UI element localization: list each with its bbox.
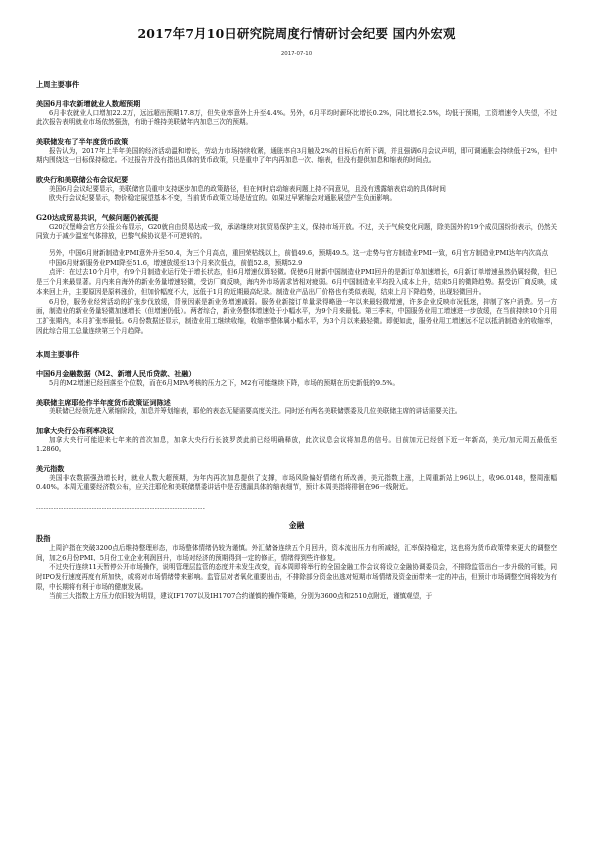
event-paragraph: 6月份，服务业经营活动的扩张步伐放缓，背景因素是新业务增速减弱。服务业新接订单量录得略逊一年以来最轻微增速，许多企业反映市况低迷，抑制了客户消费。另一方面，制造业的新业务量轻微加速增长（但增速仍低）。两者综合，新业务整体增速处于小幅水平，为9个月来最低。第三季末，中国服务业用工增速进一步放缓，在当前持续10个月用工扩张期内，本月扩张率最低。6月份数据还显示，制造业用工继续收缩，收缩率整体属小幅水平，为3个月以来最轻微。即便如此，服务业用工增速远不足以抵消制造业的收缩率，因此综合用工总量连续第三个月趋降。 [36,297,557,335]
event-paragraph: 美国非农数据强劲增长时，就业人数大超预期，为年内再次加息提供了支撑，市场风险偏好情绪有所改善，美元指数上涨，上周重新站上96以上，收96.0148，整周涨幅0.40%。本周无重要经济数公布，应关注耶伦和美联储票委讲话中是否透漏具体的缩表细节，预计本周美指将徘徊在96一线附近。 [36,473,557,492]
event-paragraph: 点评：在过去10个月中，有9个月制造业运行处于增长状态，但6月增速仅算轻微。促使6月财新中国制造业PMI回升的是新订单加速增长，6月新订单增速虽然仍属轻微，但已是三个月来最显著。月内来自海外的新业务量增速轻微，受访厂商反映，海内外市场需求皆相对疲弱。6月中国制造业平均投入成本上升，结束5月的微降趋势。据受访厂商反映，成本来回上升，主要原因是原料涨价，但加价幅度不大，远低于1月的近期最高纪录。制造业产品出厂价格也有类似表现，结束上月下降趋势，出现轻微回升。 [36,268,557,296]
finance-paragraph: 上周沪指在突破3200点后维持整理形态，市场整体情绪仍较为谨慎。外汇储备连续五个月回升，资本流出压力有所减轻，汇率保持稳定，这也将为货币政策带来更大的调整空间，加之6月份PMI、5月份工业企业利润回升，市场对经济的预期得到一定的修正，情绪得到些许修复。 [36,543,557,562]
event-heading: G20达成贸易共识，气候问题仍被孤提 [36,213,159,222]
event-heading: 美联储发布了半年度货币政策 [36,137,129,146]
event-block [36,398,557,417]
document-title: 2017年7月10日研究院周度行情研讨会纪要 国内外宏观 [137,26,456,41]
event-block [36,369,557,388]
finance-heading: 金融 [288,520,305,530]
finance-paragraph: 当前三大指数上方压力依旧较为明显，建议IF1707以及IH1707合约谨慎的操作策略，分别为3600点和2510点附近，谨慎观望，于 [49,592,433,601]
finance-body [36,544,557,602]
event-block [36,175,557,204]
event-list-this-week [36,369,557,493]
event-paragraph: 报告认为，2017年上半年美国的经济活动温和增长，劳动力市场持续收紧，通胀率自3月触及2%的目标后有所下调，并且强调6月会议声明，即可调通胀会持续低于2%，但中期内围绕这一目标保持稳定。不过报告并没有指出具体的货币政策，只是重申了年内再加息一次、缩表，但没有提供加息和缩表的时间点。 [36,146,557,165]
event-list-last-week [36,99,557,336]
event-paragraph: 美国6月会议纪要显示，美联储官员重申支持逐步加息的政策路径，但在何时启动缩表问题上持不同意见，且没有透露缩表启动的具体时间 [49,184,446,193]
stock-index-subheading: 股指 [36,533,51,543]
event-paragraph: 加拿大央行可能迎来七年来的首次加息，加拿大央行行长波罗茨此前已经明确释放，此次议息会议将加息的信号。目前加元已经创下近一年新高，美元/加元周五最低至1.2860。 [36,435,557,454]
event-heading: 加拿大央行公布利率决议 [36,425,115,435]
section-divider: ------------------------------------------------------------------- [36,504,206,512]
section-heading-last-week: 上周主要事件 [36,80,80,89]
event-heading: 美国6月非农新增就业人数超预期 [36,99,141,108]
event-block [36,99,557,128]
event-block [36,137,557,166]
event-block [36,426,557,455]
event-heading: 美元指数 [36,463,65,473]
event-paragraph: 5月的M2增速已经回落至个位数，而在6月MPA考核的压力之下，M2有可能继续下降，市场的预期在历史新低的9.5%。 [49,378,400,387]
event-paragraph: 另外，中国6月财新制造业PMI意外升至50.4，为三个月高点，重回荣枯线以上，前值49.6，预期49.5。这一走势与官方制造业PMI一致，6月官方制造业PMI达年内次高点 [49,249,549,257]
event-paragraph: G20汉堡峰会官方公报公布显示，G20就自由贸易达成一致，承诺继续对抗贸易保护主义，保持市场开放。不过，关于气候变化问题，除美国外的19个成员国纷纷表示，仍然关同致力于减少温室气体排放，巴黎气候协议是不可逆转的。 [36,222,557,241]
event-block [36,213,557,242]
paragraph-gap [36,242,557,249]
event-paragraph: 6月非农就业人口增加22.2万，远远超出预期17.8万，但失业率意外上升至4.4%。另外，6月平均时薪环比增长0.2%，同比增长2.5%，均低于预期，工资增速令人失望，不过此次报告表明就业市场依然强劲，有助于维持美联储年内加息三次的预期。 [36,108,557,127]
event-paragraph: 美联储已经领先进入紧缩阶段，加息并筹划缩表，耶伦的表态无疑需要高度关注。同时还有两名美联储票委及几位美联储主席的讲话需要关注。 [49,407,462,416]
event-heading: 美联储主席耶伦作半年度货币政策证词陈述 [36,397,171,407]
event-paragraph: 欧央行会议纪要显示，物价稳定展望基本不变，当前货币政策立场是适宜的。如果过早紧缩会对通胀展望产生负面影响。 [49,194,396,203]
document-date: 2017-07-10 [280,51,313,57]
event-block [36,464,557,493]
event-heading: 欧央行和美联储公布会议纪要 [36,175,129,184]
event-heading: 中国6月金融数据（M2、新增人民币贷款、社融） [36,369,196,379]
section-heading-this-week: 本周主要事件 [36,350,80,360]
finance-paragraph: 不过央行连续11天暂停公开市场操作，说明管理层监管的态度并未发生改变，而本周即将举行的全国金融工作会议将设立金融协调委员会，不排除监管出台一步升级的可能，同时IPO发行速度再度有所加快，或将对市场情绪带来影响。监管层对者氧化重要出击，不排除部分资金出逃对短期市场情绪及资金面带来一定的冲击，但预计市场调整空间将较为有限，中长期将有利于市场的健康发展。 [36,563,557,591]
event-block [36,242,557,336]
event-paragraph: 中国6月财新服务业PMI降至51.6，增速放缓至13个月来次低点，前值52.8，预期52.9 [49,258,303,267]
